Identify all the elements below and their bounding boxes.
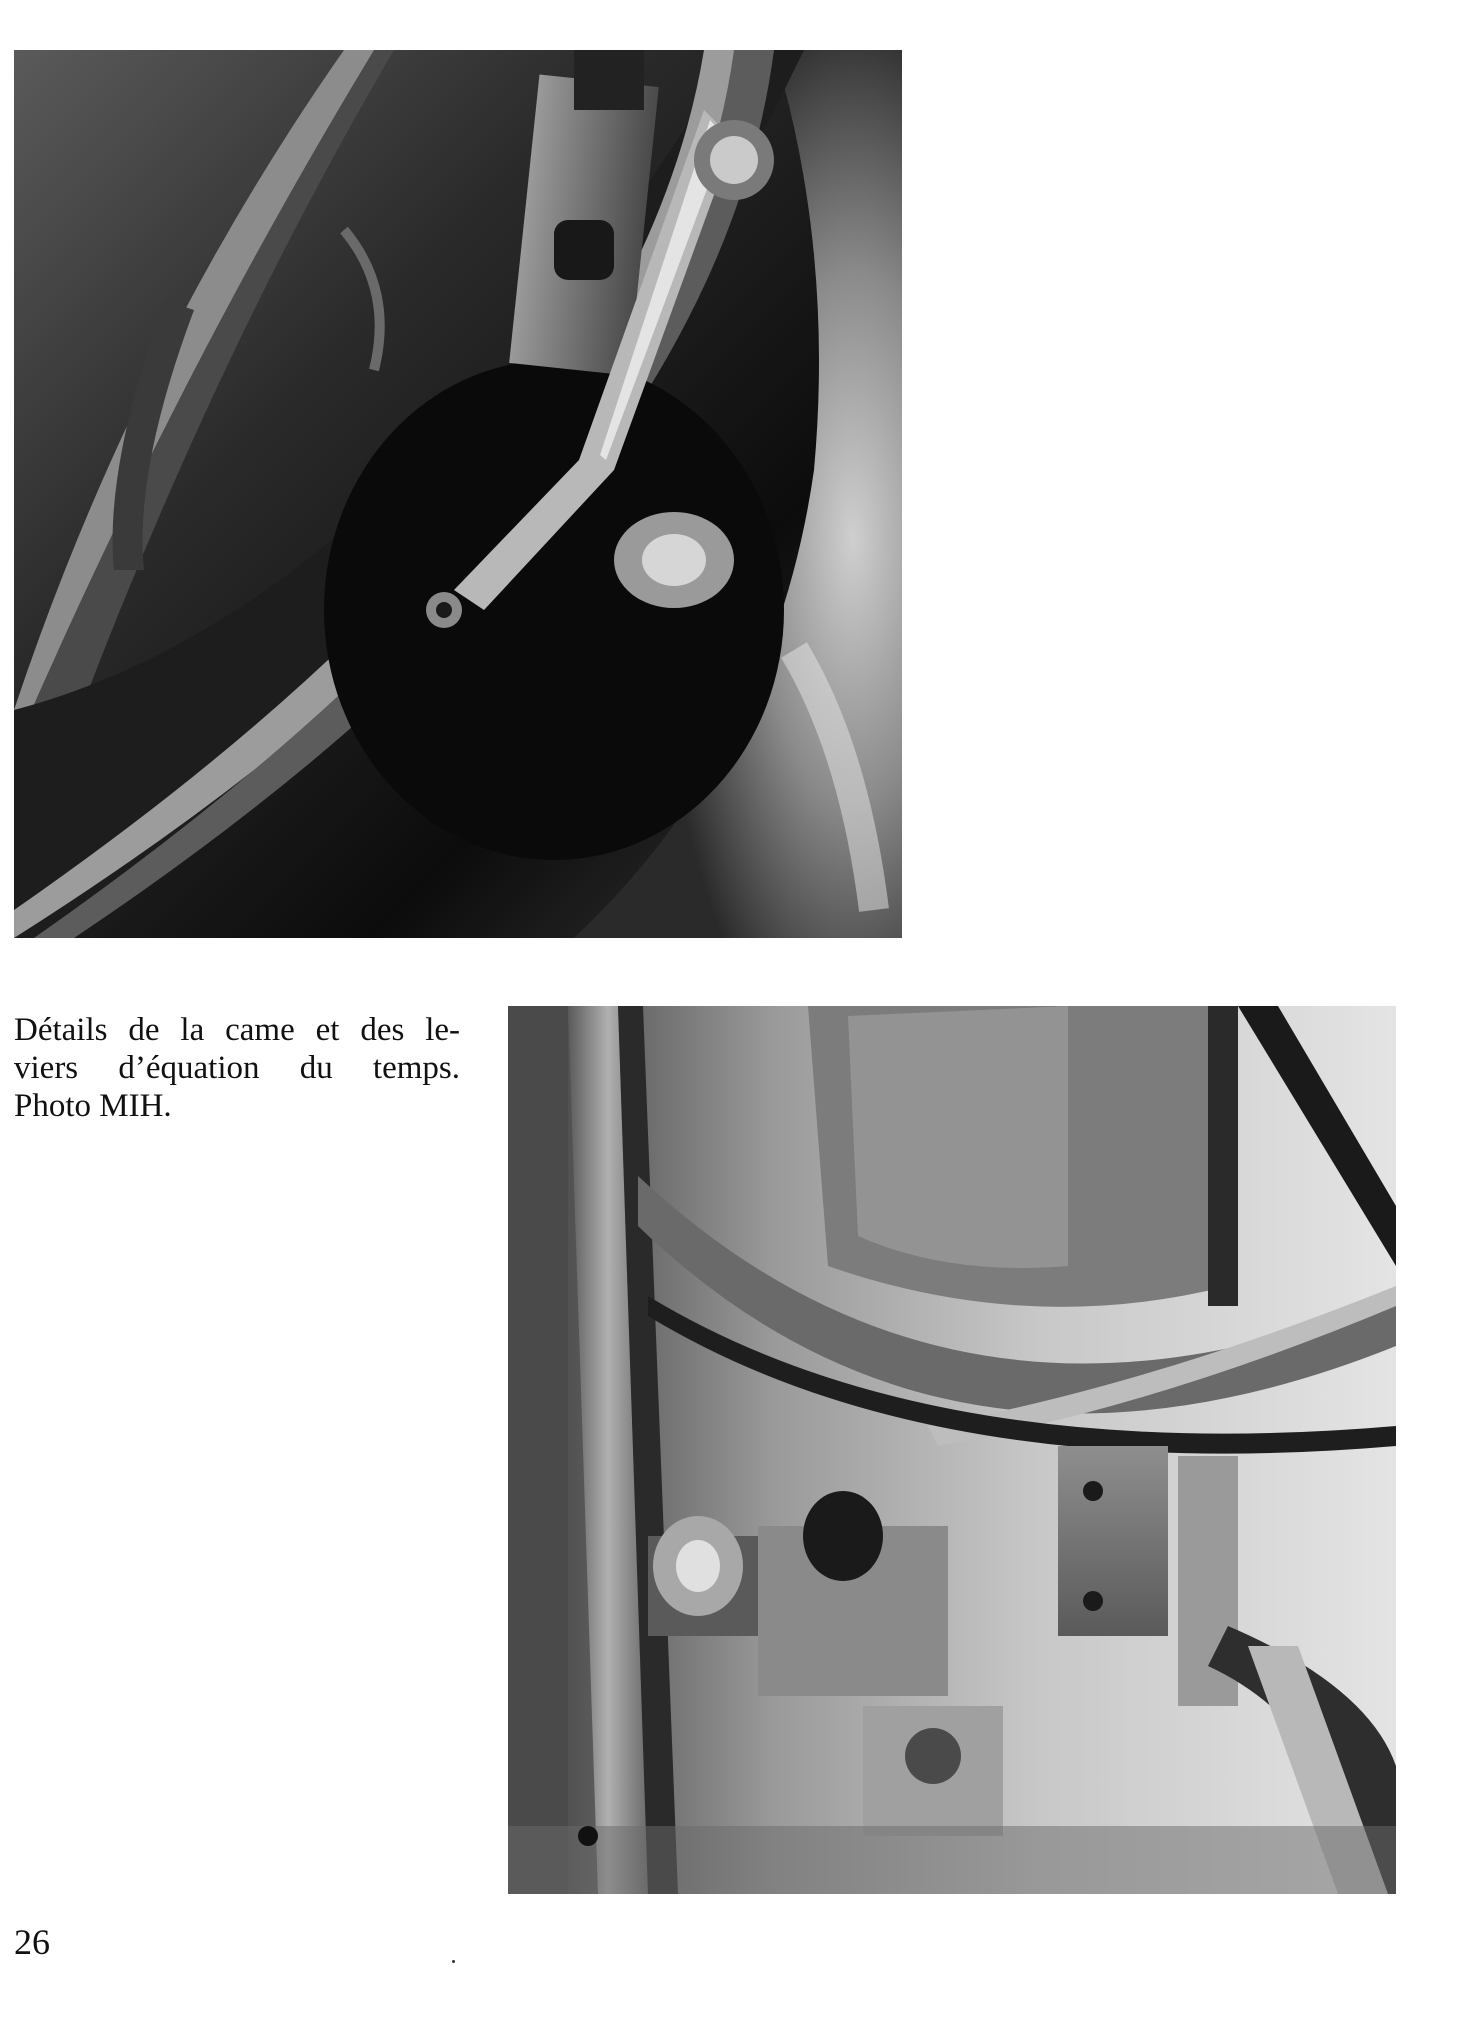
caption-line: Photo MIH. <box>14 1088 172 1124</box>
print-speck <box>452 1960 455 1963</box>
mechanism-photo-bottom <box>508 1006 1396 1894</box>
photo-caption <box>14 1011 460 1125</box>
mechanism-photo-top-drawing <box>14 50 902 938</box>
mechanism-photo-top <box>14 50 902 938</box>
page-number: 26 <box>14 1922 50 1962</box>
mechanism-photo-bottom-drawing <box>508 1006 1396 1894</box>
caption-line: viers d’équation du temps. <box>14 1050 460 1086</box>
caption-line: Détails de la came et des le- <box>14 1012 460 1048</box>
